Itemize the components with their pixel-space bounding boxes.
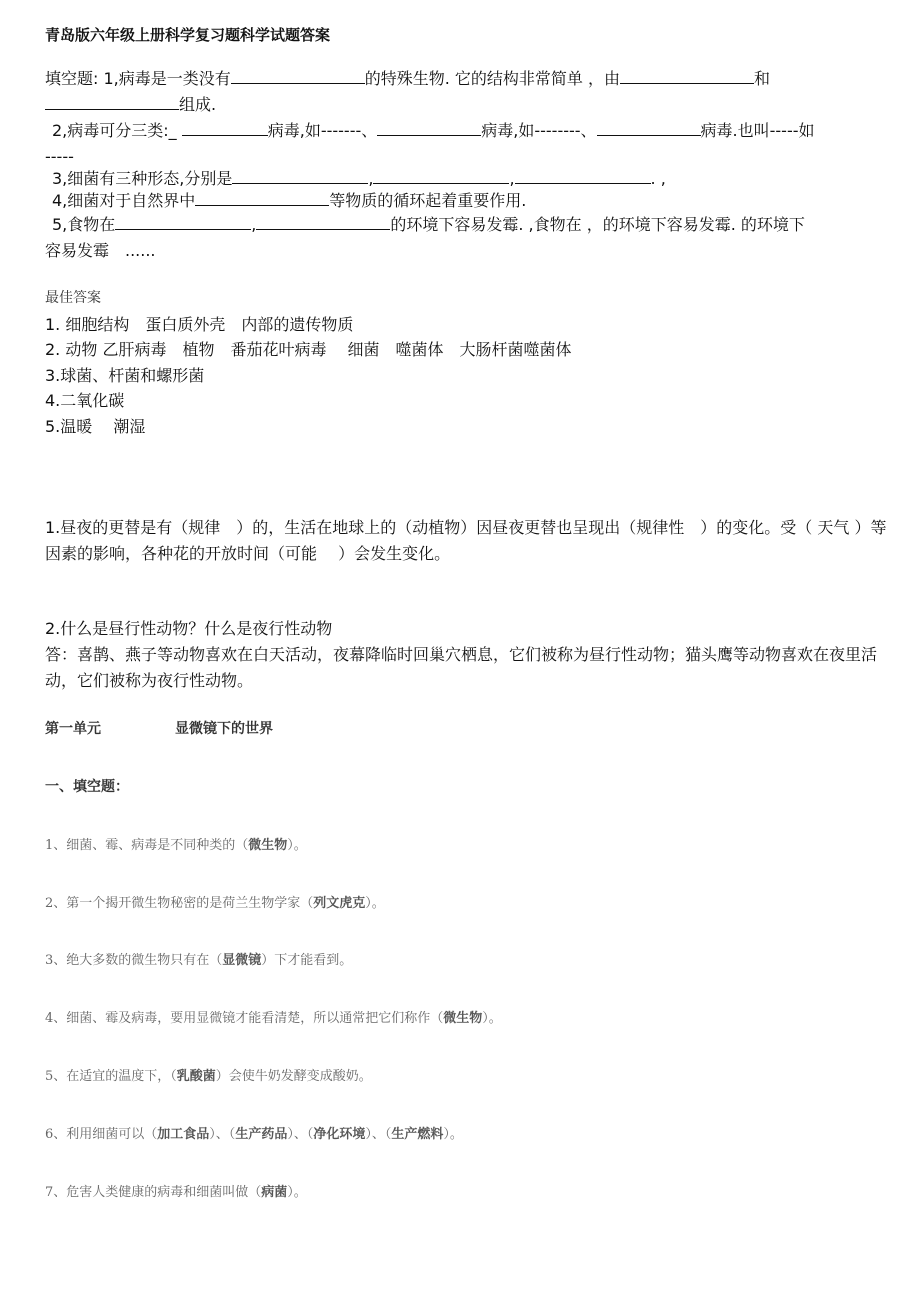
list-item: 5、在适宜的温度下，（乳酸菌）会使牛奶发酵变成酸奶。: [45, 1069, 372, 1084]
best-answers: [45, 286, 572, 440]
blank: [373, 166, 509, 184]
fill-blank-q5-line2: 容易发霉 ......: [45, 241, 156, 260]
unit-header: [45, 718, 273, 738]
blank: [195, 188, 329, 206]
question-1: 1.昼夜的更替是有（规律 ）的，生活在地球上的（动植物）因昼夜更替也呈现出（规律性 ）的变化。受（ 天气 ）等因素的影响，各种花的开放时间（可能 ）会发生变化。: [45, 518, 887, 563]
question-2-prompt: 2.什么是昼行性动物？什么是夜行性动物: [45, 619, 333, 638]
list-item: 4、细菌、霉及病毒，要用显微镜才能看清楚，所以通常把它们称作（微生物）。: [45, 1011, 502, 1026]
list-item: 3、绝大多数的微生物只有在（显微镜）下才能看到。: [45, 953, 353, 968]
answer-item: 2. 动物 乙肝病毒 植物 番茄花叶病毒 细菌 噬菌体 大肠杆菌噬菌体: [45, 340, 572, 360]
section-title: 一、填空题：: [45, 779, 129, 795]
answer-item: 3.球菌、杆菌和螺形菌: [45, 365, 205, 385]
blank: [597, 118, 701, 136]
fill-blank-q4: 4,细菌对于自然界中 等物质的循环起着重要作用.: [52, 188, 526, 214]
blank: [231, 66, 365, 84]
fill-blank-q1-line1: 填空题: 1,病毒是一类没有 的特殊生物. 它的结构非常简单 ，由 和: [45, 66, 770, 92]
blank: [620, 66, 754, 84]
list-item: 7、危害人类健康的病毒和细菌叫做（病菌）。: [45, 1185, 307, 1200]
fill-blank-q2-line2: -----: [45, 147, 74, 166]
blank: [115, 212, 251, 230]
fill-blank-q3: 3,细菌有三种形态,分别是 , , . ,: [52, 166, 666, 192]
fill-blank-q5-line1: 5,食物在 , 的环境下容易发霉. ,食物在 ，的环境下容易发霉. 的环境下: [52, 212, 805, 238]
fill-blank-q1-line2: 组成.: [45, 92, 216, 118]
question-2: [45, 616, 895, 694]
fill-blank-q2-line1: 2,病毒可分三类:_ 病毒,如-------、 病毒,如--------、 病毒.也叫-----如: [52, 118, 815, 144]
list-item: 6、利用细菌可以（加工食品）、（生产药品）、（净化环境）、（生产燃料）。: [45, 1127, 463, 1142]
answers-label: 最佳答案: [45, 290, 101, 306]
unit-title: 显微镜下的世界: [175, 721, 273, 737]
page-title: 青岛版六年级上册科学复习题科学试题答案: [45, 26, 331, 44]
answer-item: 5.温暖 潮湿: [45, 416, 146, 436]
blank: [232, 166, 368, 184]
answer-item: 4.二氧化碳: [45, 391, 125, 411]
blank: [256, 212, 390, 230]
list-item: 1、细菌、霉、病毒是不同种类的（微生物）。: [45, 838, 307, 853]
unit-name: 第一单元: [45, 721, 101, 737]
blank: [515, 166, 651, 184]
blank: [377, 118, 481, 136]
blank: [45, 92, 179, 110]
list-item: 2、第一个揭开微生物秘密的是荷兰生物学家（列文虎克）。: [45, 896, 385, 911]
answer-item: 1. 细胞结构 蛋白质外壳 内部的遗传物质: [45, 314, 354, 334]
blank: [182, 118, 268, 136]
question-2-answer: 答：喜鹊、燕子等动物喜欢在白天活动，夜幕降临时回巢穴栖息，它们被称为昼行性动物；猫头鹰等动物喜欢在夜里活动，它们被称为夜行性动物。: [45, 645, 878, 690]
